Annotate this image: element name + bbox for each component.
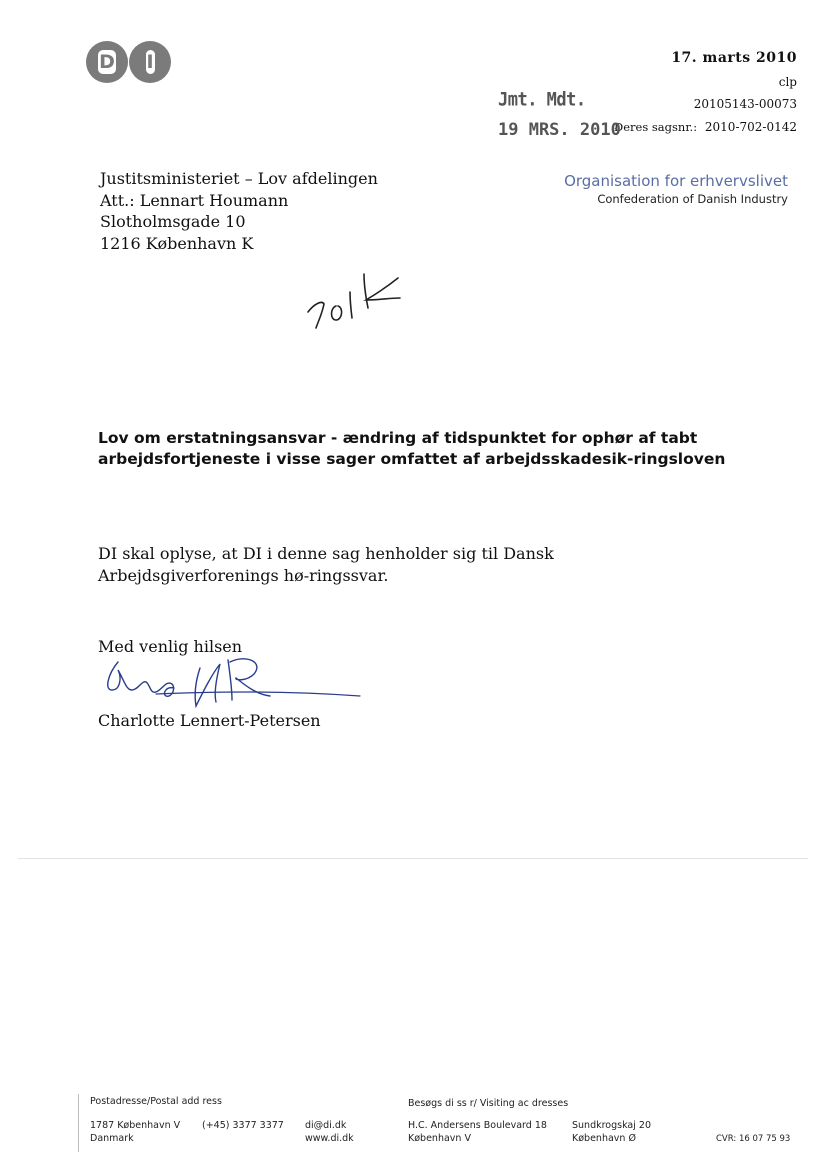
di-logo-d — [86, 41, 128, 83]
footer-visit-address-2 — [572, 1119, 651, 1145]
signer-name: Charlotte Lennert-Petersen — [98, 711, 321, 730]
organisation-english: Confederation of Danish Industry — [597, 192, 788, 206]
footer-postal-city: 1787 København V — [90, 1120, 181, 1131]
footer-margin-line — [78, 1094, 79, 1152]
recipient-line-2: Att.: Lennart Houmann — [100, 190, 289, 210]
page-divider — [18, 858, 808, 859]
footer-postal-country: Danmark — [90, 1133, 134, 1144]
case-number: 20105143-00073 — [693, 97, 797, 111]
footer-web[interactable]: www.di.dk — [305, 1133, 354, 1144]
footer-cvr: CVR: 16 07 75 93 — [716, 1134, 791, 1144]
recipient-line-1: Justitsministeriet – Lov afdelingen — [100, 169, 378, 188]
recipient-line-4: 1216 København K — [100, 233, 254, 253]
stamp-date: 19 MRS. 2010 — [498, 120, 621, 140]
subject-heading: Lov om erstatningsansvar - ændring af tidspunktet for ophør af tabt arbejdsfortjeneste i visse sager omfattet af arbejdsskadesik-ringsloven — [98, 429, 726, 468]
footer-contact — [305, 1119, 354, 1145]
footer-postal-address — [90, 1119, 180, 1145]
logo-letter-d: D — [99, 51, 115, 73]
footer-visit1-street: H.C. Andersens Boulevard 18 — [408, 1120, 547, 1131]
stamp-department: Jmt. Mdt. — [498, 89, 586, 111]
closing: Med venlig hilsen — [98, 637, 243, 656]
logo-letter-i: I — [146, 51, 154, 73]
footer-visit-address-1 — [408, 1119, 547, 1145]
di-logo-i — [129, 41, 171, 83]
their-ref-label: Deres sagsnr.: — [614, 120, 698, 134]
footer-visiting-label: Besøgs di ss r/ Visiting ac dresses — [408, 1098, 569, 1109]
organisation-danish: Organisation for erhvervslivet — [564, 172, 788, 190]
footer-email[interactable]: di@di.dk — [305, 1120, 347, 1131]
footer-phone: (+45) 3377 3377 — [202, 1120, 284, 1131]
their-ref-value: 2010-702-0142 — [704, 120, 797, 134]
footer-postal-label: Postadresse/Postal add ress — [90, 1096, 222, 1107]
body-paragraph: DI skal oplyse, at DI i denne sag henholder sig til Dansk Arbejdsgiverforenings hø-ringssvar. — [98, 544, 554, 585]
footer-visit2-city: København Ø — [572, 1133, 636, 1144]
initials: clp — [778, 75, 797, 89]
recipient-address — [100, 168, 378, 254]
recipient-line-3: Slotholmsgade 10 — [100, 212, 246, 231]
footer-visit1-city: København V — [408, 1133, 471, 1144]
signature — [96, 650, 366, 712]
footer-visit2-street: Sundkrogskaj 20 — [572, 1120, 651, 1131]
their-reference — [614, 120, 797, 134]
handwritten-note — [300, 262, 410, 334]
letter-date: 17. marts 2010 — [671, 50, 797, 66]
